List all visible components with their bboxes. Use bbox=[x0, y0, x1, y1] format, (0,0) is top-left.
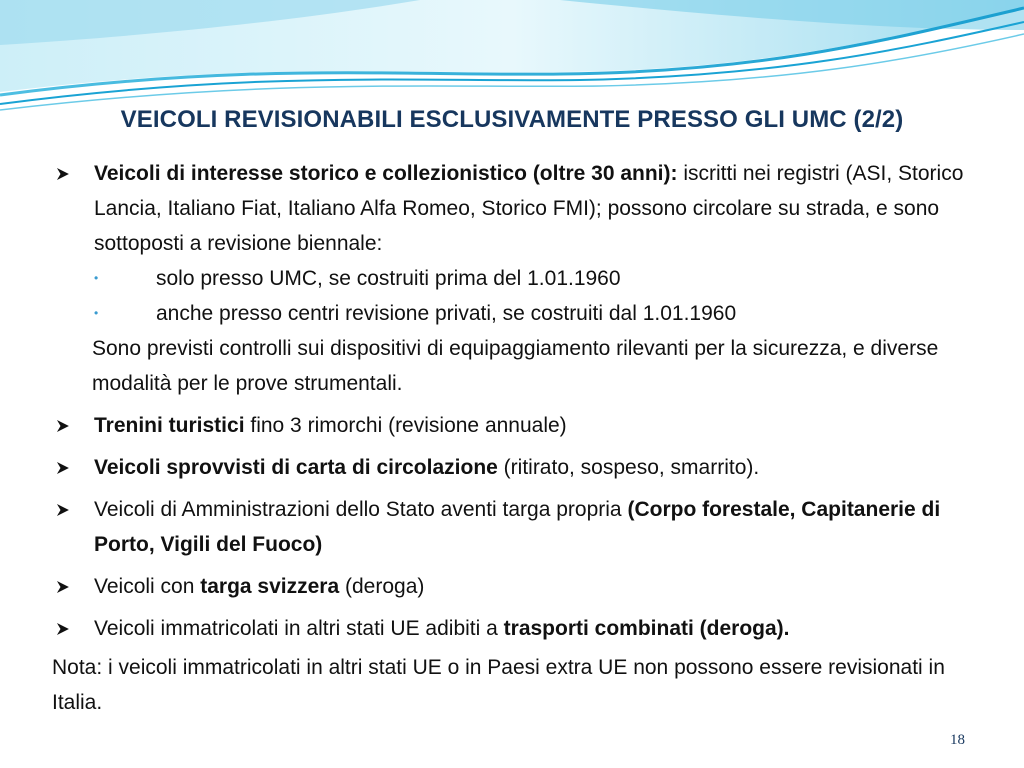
bullet-text: Veicoli con bbox=[94, 575, 201, 598]
bullet-item bbox=[52, 450, 982, 485]
bullet-item bbox=[52, 156, 982, 261]
bullet-text: Veicoli di Amministrazioni dello Stato aventi targa propria bbox=[94, 498, 628, 521]
bullet-item bbox=[52, 611, 982, 646]
bullet-bold-text: targa svizzera bbox=[200, 575, 340, 598]
bullet-text: iscritti nei registri (ASI, Storico Lancia, Italiano Fiat, Italiano Alfa Romeo, Storico FMI); possono circolare su strada, e sono sottoposti a revisione biennale: bbox=[94, 162, 964, 255]
dot-bullet-icon: • bbox=[94, 306, 99, 320]
bullet-text: (ritirato, sospeso, smarrito). bbox=[497, 456, 760, 479]
arrow-bullet-icon bbox=[52, 408, 94, 443]
bullet-text: Veicoli immatricolati in altri stati UE adibiti a bbox=[94, 617, 504, 640]
note-text: Nota: i veicoli immatricolati in altri stati UE o in Paesi extra UE non possono essere revisionati in Italia. bbox=[52, 656, 945, 714]
bullet-paragraph: Sono previsti controlli sui dispositivi di equipaggiamento rilevanti per la sicurezza, e diverse modalità per le prove strumentali. bbox=[92, 337, 939, 395]
bullet-text: fino 3 rimorchi (revisione annuale) bbox=[244, 414, 567, 437]
dot-bullet-icon: • bbox=[94, 271, 99, 285]
arrow-bullet-icon bbox=[52, 569, 94, 604]
header-wave-decoration bbox=[0, 0, 1024, 120]
bullet-bold-text: Trenini turistici bbox=[94, 414, 245, 437]
page-number: 18 bbox=[950, 732, 965, 748]
sub-bullet-item bbox=[94, 261, 982, 296]
bullet-item bbox=[52, 569, 982, 604]
arrow-bullet-icon bbox=[52, 492, 94, 527]
bullet-bold-text: trasporti combinati (deroga). bbox=[503, 617, 790, 640]
sub-bullet-text: anche presso centri revisione privati, se costruiti dal 1.01.1960 bbox=[156, 302, 737, 325]
slide-title: VEICOLI REVISIONABILI ESCLUSIVAMENTE PRESSO GLI UMC (2/2) bbox=[120, 106, 904, 133]
arrow-bullet-icon bbox=[52, 611, 94, 646]
bullet-item bbox=[52, 492, 982, 562]
bullet-bold-text: Veicoli di interesse storico e collezionistico (oltre 30 anni): bbox=[94, 162, 678, 185]
bullet-bold-text: Veicoli sprovvisti di carta di circolazione bbox=[94, 456, 498, 479]
arrow-bullet-icon bbox=[52, 450, 94, 485]
slide-content bbox=[52, 156, 982, 720]
sub-bullet-text: solo presso UMC, se costruiti prima del 1.01.1960 bbox=[156, 267, 621, 290]
bullet-bold-text: (Corpo forestale, Capitanerie di Porto, Vigili del Fuoco) bbox=[94, 498, 941, 556]
bullet-text: (deroga) bbox=[339, 575, 425, 598]
arrow-bullet-icon bbox=[52, 156, 94, 191]
sub-bullet-item bbox=[94, 296, 982, 331]
bullet-item bbox=[52, 408, 982, 443]
